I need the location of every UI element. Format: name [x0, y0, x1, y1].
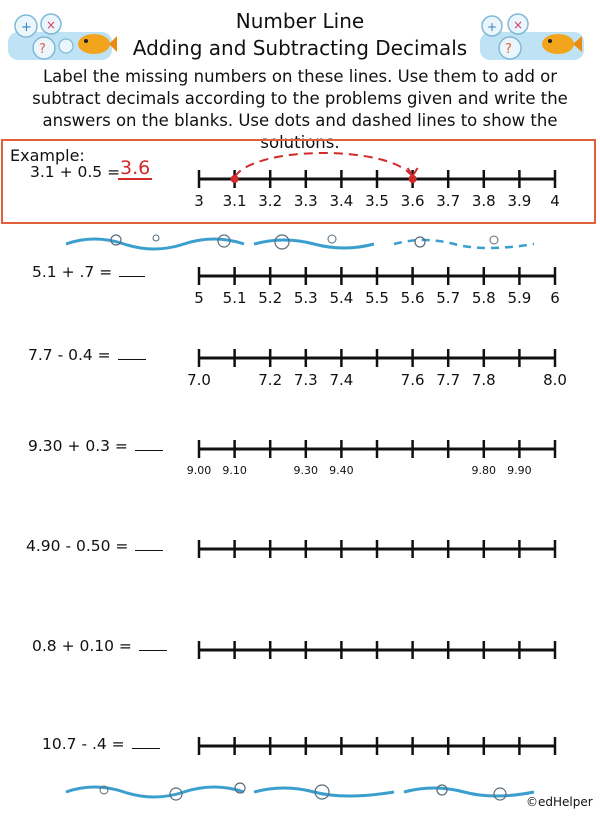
tick-label: 7.0	[187, 371, 211, 389]
tick-label: 5.7	[436, 289, 461, 307]
tick-label: 5.6	[400, 289, 425, 307]
tick-label: 3.3	[293, 192, 318, 210]
tick-label: 4	[550, 192, 560, 210]
worksheet-title: Number Line	[235, 9, 365, 33]
problem-4-number-line	[199, 540, 555, 558]
copyright: ©edHelper	[526, 795, 593, 809]
instructions: Label the missing numbers on these lines. Use them to add or subtract decimals according to the problems given and write the answers on the blanks. Use dots and dashed lines to show the solutions.	[32, 67, 568, 152]
tick-label: 9.00	[186, 464, 212, 477]
problem-4-text: 4.90 - 0.50 =	[26, 537, 129, 555]
worksheet-subtitle: Adding and Subtracting Decimals	[132, 36, 468, 60]
tick-label: 9.40	[329, 464, 354, 477]
tick-label: 9.10	[222, 464, 247, 477]
tick-label: 5.3	[293, 289, 318, 307]
tick-label: 7.2	[258, 371, 283, 389]
times-icon: ×	[513, 18, 524, 32]
tick-label: 3.7	[436, 192, 461, 210]
tick-label: 5.2	[258, 289, 283, 307]
tick-label: 3.9	[507, 192, 532, 210]
problem-6-number-line	[199, 737, 555, 755]
problem-6-text: 10.7 - .4 =	[42, 735, 125, 753]
tick-label: 5.9	[507, 289, 532, 307]
problem-3-number-line	[187, 440, 555, 477]
tick-label: 5.5	[365, 289, 389, 307]
tick-label: 3.8	[471, 192, 496, 210]
tick-label: 3	[194, 192, 204, 210]
example-start-dot	[231, 175, 239, 183]
problem-2-number-line	[187, 349, 567, 389]
problem-2-text: 7.7 - 0.4 =	[28, 346, 111, 364]
example-label: Example:	[10, 146, 85, 165]
problem-1-text: 5.1 + .7 =	[32, 263, 113, 281]
plus-icon: +	[487, 20, 498, 34]
example-jump-arc	[235, 153, 413, 177]
problem-5-number-line	[199, 641, 555, 659]
tick-label: 5	[194, 289, 204, 307]
tick-label: 5.4	[329, 289, 354, 307]
tick-label: 9.90	[507, 464, 532, 477]
tick-label: 9.30	[293, 464, 319, 477]
tick-label: 3.1	[222, 192, 247, 210]
tick-label: 5.1	[222, 289, 247, 307]
times-icon: ×	[46, 18, 57, 32]
question-icon: ?	[39, 42, 46, 57]
problem-5-text: 0.8 + 0.10 =	[32, 637, 132, 655]
tick-label: 7.7	[436, 371, 461, 389]
tick-label: 3.5	[365, 192, 389, 210]
problem-3-text: 9.30 + 0.3 =	[28, 437, 128, 455]
plus-icon: +	[21, 20, 32, 35]
example-problem-text: 3.1 + 0.5 =	[30, 163, 121, 181]
tick-label: 3.4	[329, 192, 354, 210]
tick-label: 7.8	[471, 371, 496, 389]
tick-label: 3.2	[258, 192, 283, 210]
problem-1-number-line	[194, 267, 560, 307]
tick-label: 7.6	[400, 371, 425, 389]
tick-label: 7.4	[329, 371, 354, 389]
tick-label: 5.8	[471, 289, 496, 307]
tick-label: 9.80	[471, 464, 497, 477]
tick-label: 8.0	[543, 371, 567, 389]
example-answer: 3.6	[120, 157, 151, 179]
tick-label: 3.6	[400, 192, 425, 210]
question-icon: ?	[505, 42, 512, 57]
example-number-line	[194, 170, 560, 210]
tick-label: 6	[550, 289, 560, 307]
tick-label: 7.3	[293, 371, 318, 389]
